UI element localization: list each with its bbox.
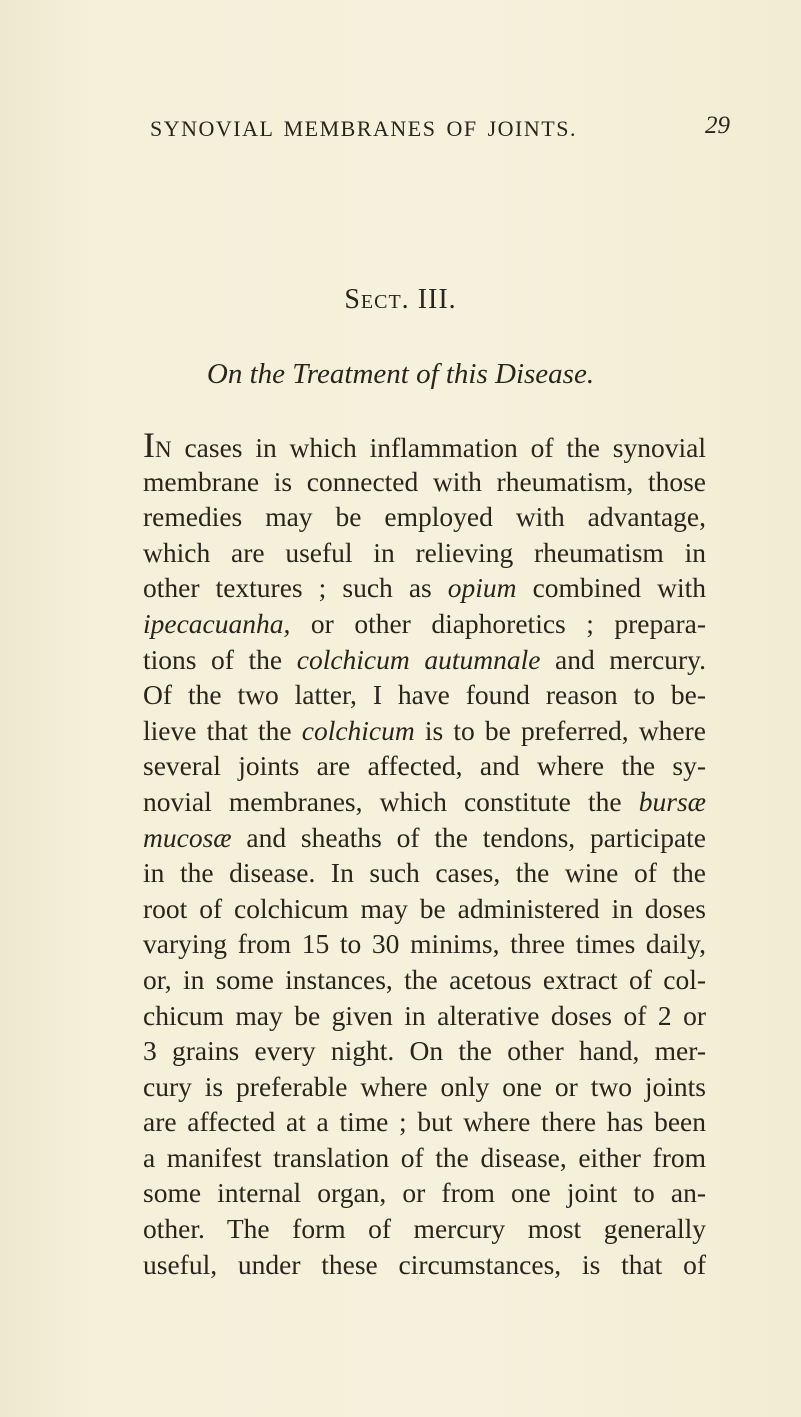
- section-subheading: On the Treatment of this Disease.: [206, 358, 595, 390]
- text-line: [143, 1104, 706, 1140]
- text-segment: lieve that the: [143, 714, 302, 746]
- italic-term: ipecacuanha,: [143, 607, 291, 639]
- text-segment: cases in which inflammation of the synovial: [171, 432, 706, 463]
- text-segment: or other diaphoretics ; prepara-: [290, 607, 706, 639]
- text-segment: membrane is connected with rheumatism, those: [143, 465, 706, 497]
- text-segment: in the disease. In such cases, the wine of the: [143, 857, 706, 889]
- text-segment: varying from 15 to 30 minims, three times daily,: [143, 928, 706, 960]
- text-line: [143, 1140, 706, 1176]
- running-head-title: SYNOVIAL MEMBRANES OF JOINTS.: [150, 116, 577, 141]
- text-line: [143, 998, 706, 1034]
- running-head: [150, 112, 730, 148]
- text-line: [143, 570, 706, 606]
- text-segment: N: [155, 437, 172, 462]
- text-line: [143, 1247, 706, 1283]
- page-number: 29: [705, 112, 730, 139]
- text-segment: other. The form of mercury most generally: [143, 1213, 706, 1245]
- italic-term: colchicum autumnale: [296, 643, 541, 675]
- italic-term: colchicum: [301, 714, 415, 746]
- text-line: [143, 677, 706, 713]
- initial-capital: I: [143, 425, 155, 465]
- text-line: [143, 499, 706, 535]
- text-segment: novial membranes, which constitute the: [143, 785, 639, 817]
- text-line: [143, 784, 706, 820]
- text-line: [143, 606, 706, 642]
- text-line: [143, 962, 706, 998]
- text-segment: some internal organ, or from one joint to an-: [143, 1177, 706, 1209]
- text-line: [143, 820, 706, 856]
- text-segment: root of colchicum may be administered in doses: [143, 892, 706, 924]
- text-segment: are affected at a time ; but where there has been: [143, 1106, 706, 1138]
- text-segment: and sheaths of the tendons, participate: [231, 821, 706, 853]
- text-segment: a manifest translation of the disease, either from: [143, 1141, 706, 1173]
- text-line: [143, 642, 706, 678]
- text-line: [143, 855, 706, 891]
- text-line: [143, 713, 706, 749]
- text-segment: Of the two latter, I have found reason to be-: [143, 679, 706, 711]
- text-segment: combined with: [516, 572, 706, 604]
- body-paragraph: [143, 425, 706, 1282]
- text-segment: chicum may be given in alterative doses of 2 or: [143, 999, 706, 1031]
- section-heading: [0, 284, 801, 316]
- text-line: [143, 926, 706, 962]
- text-line: [143, 748, 706, 784]
- text-segment: is to be preferred, where: [414, 714, 706, 746]
- text-line: [143, 1033, 706, 1069]
- section-number: III.: [417, 284, 457, 315]
- text-segment: and mercury.: [540, 643, 706, 675]
- text-line: [143, 464, 706, 500]
- text-line: [143, 1211, 706, 1247]
- italic-term: opium: [447, 572, 517, 604]
- text-segment: several joints are affected, and where the sy-: [143, 750, 706, 782]
- italic-term: mucosæ: [143, 821, 232, 853]
- section-label: Sect.: [344, 284, 410, 315]
- text-segment: useful, under these circumstances, is that of: [143, 1248, 706, 1280]
- text-line: [143, 891, 706, 927]
- text-segment: remedies may be employed with advantage,: [143, 501, 706, 533]
- italic-term: bursæ: [638, 785, 706, 817]
- text-line: [143, 1069, 706, 1105]
- text-segment: other textures ; such as: [143, 572, 448, 604]
- text-segment: cury is preferable where only one or two joints: [143, 1070, 706, 1102]
- text-line: [143, 1175, 706, 1211]
- text-segment: or, in some instances, the acetous extract of col-: [143, 963, 706, 995]
- text-line: [143, 535, 706, 571]
- text-segment: which are useful in relieving rheumatism in: [143, 536, 706, 568]
- text-line: [143, 425, 706, 465]
- text-segment: 3 grains every night. On the other hand, mer-: [143, 1035, 706, 1067]
- text-segment: tions of the: [143, 643, 297, 675]
